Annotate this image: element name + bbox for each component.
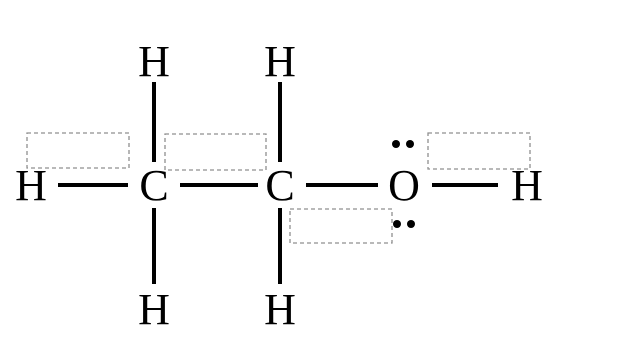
atom-c2: C bbox=[265, 161, 295, 210]
lone-pair-bottom-dot-1 bbox=[393, 220, 401, 228]
lone-pair-bottom-dot-2 bbox=[407, 220, 415, 228]
lone-pair-top-dot-2 bbox=[406, 140, 414, 148]
atom-h-c2-bottom: H bbox=[264, 285, 296, 334]
atom-h-c2-top: H bbox=[264, 37, 296, 86]
atom-h-right: H bbox=[511, 161, 543, 210]
atom-h-left: H bbox=[15, 161, 47, 210]
lone-pair-top-dot-1 bbox=[392, 140, 400, 148]
atom-h-c1-top: H bbox=[138, 37, 170, 86]
atom-c1: C bbox=[139, 161, 169, 210]
answer-box-4[interactable] bbox=[290, 209, 392, 243]
atom-h-c1-bottom: H bbox=[138, 285, 170, 334]
atom-o: O bbox=[388, 161, 420, 210]
answer-box-2[interactable] bbox=[165, 134, 266, 170]
